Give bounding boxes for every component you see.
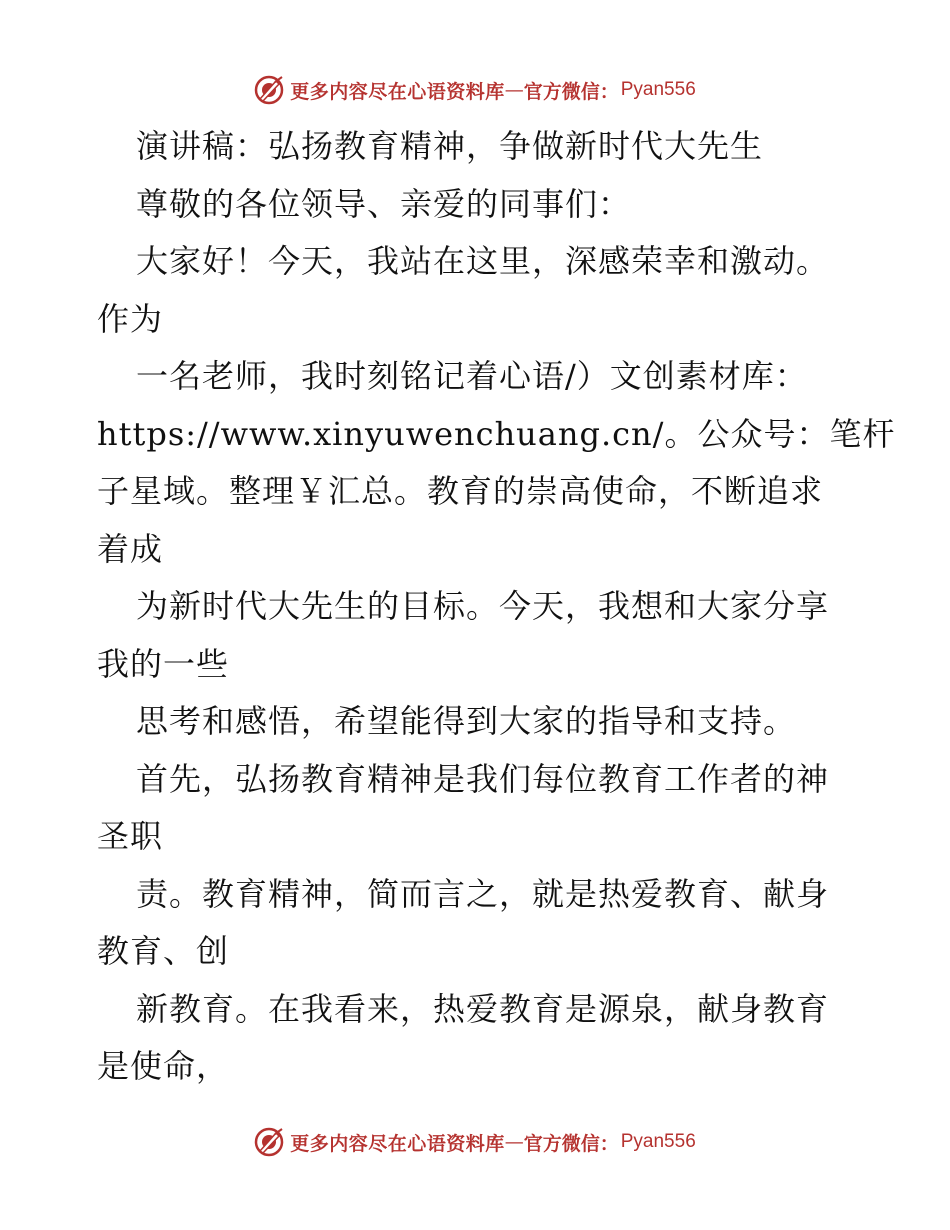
paragraph-line: 思考和感悟，希望能得到大家的指导和支持。: [136, 702, 797, 740]
quill-logo-icon: [254, 75, 284, 105]
footer-banner-text: 更多内容尽在心语资料库: [290, 1132, 505, 1155]
paragraph-line: 一名老师，我时刻铭记着心语/）文创素材库：: [136, 357, 808, 395]
paragraph-line: 是使命，: [97, 1047, 230, 1085]
salutation: 尊敬的各位领导、亲爱的同事们：: [136, 184, 632, 223]
document-body: [97, 118, 896, 1096]
header-brand-label: 官方微信：: [523, 80, 619, 103]
paragraph-line: 责。教育精神，简而言之，就是热爱教育、献身: [136, 874, 830, 913]
header-banner-text: 更多内容尽在心语资料库: [290, 80, 505, 103]
paragraph-line: 作为: [97, 299, 164, 338]
paragraph-line: 我的一些: [97, 644, 230, 683]
paragraph-line: 为新时代大先生的目标。今天，我想和大家分享: [136, 587, 830, 625]
footer-brand-label: 官方微信：: [523, 1132, 619, 1155]
footer-banner: [0, 1120, 950, 1164]
header-banner-dash: —: [504, 79, 524, 101]
document-title: 演讲稿：弘扬教育精神，争做新时代大先生: [136, 127, 764, 165]
quill-logo-icon: [254, 1127, 284, 1157]
footer-banner-dash: —: [504, 1131, 524, 1153]
paragraph-line: 教育、创: [97, 932, 230, 970]
paragraph-line: https://www.xinyuwenchuang.cn/。公众号：笔杆: [97, 414, 896, 453]
paragraph-line: 子星域。整理￥汇总。教育的崇高使命，不断追求: [97, 472, 824, 510]
header-banner: [0, 68, 950, 112]
paragraph-line: 新教育。在我看来，热爱教育是源泉，献身教育: [136, 989, 830, 1028]
paragraph-line: 着成: [97, 529, 164, 568]
paragraph-line: 首先，弘扬教育精神是我们每位教育工作者的神: [136, 759, 830, 798]
header-wechat-id: Pyan556: [620, 79, 696, 100]
footer-wechat-id: Pyan556: [620, 1131, 696, 1152]
paragraph-line: 圣职: [97, 817, 164, 855]
paragraph-line: 大家好！今天，我站在这里，深感荣幸和激动。: [136, 242, 830, 280]
